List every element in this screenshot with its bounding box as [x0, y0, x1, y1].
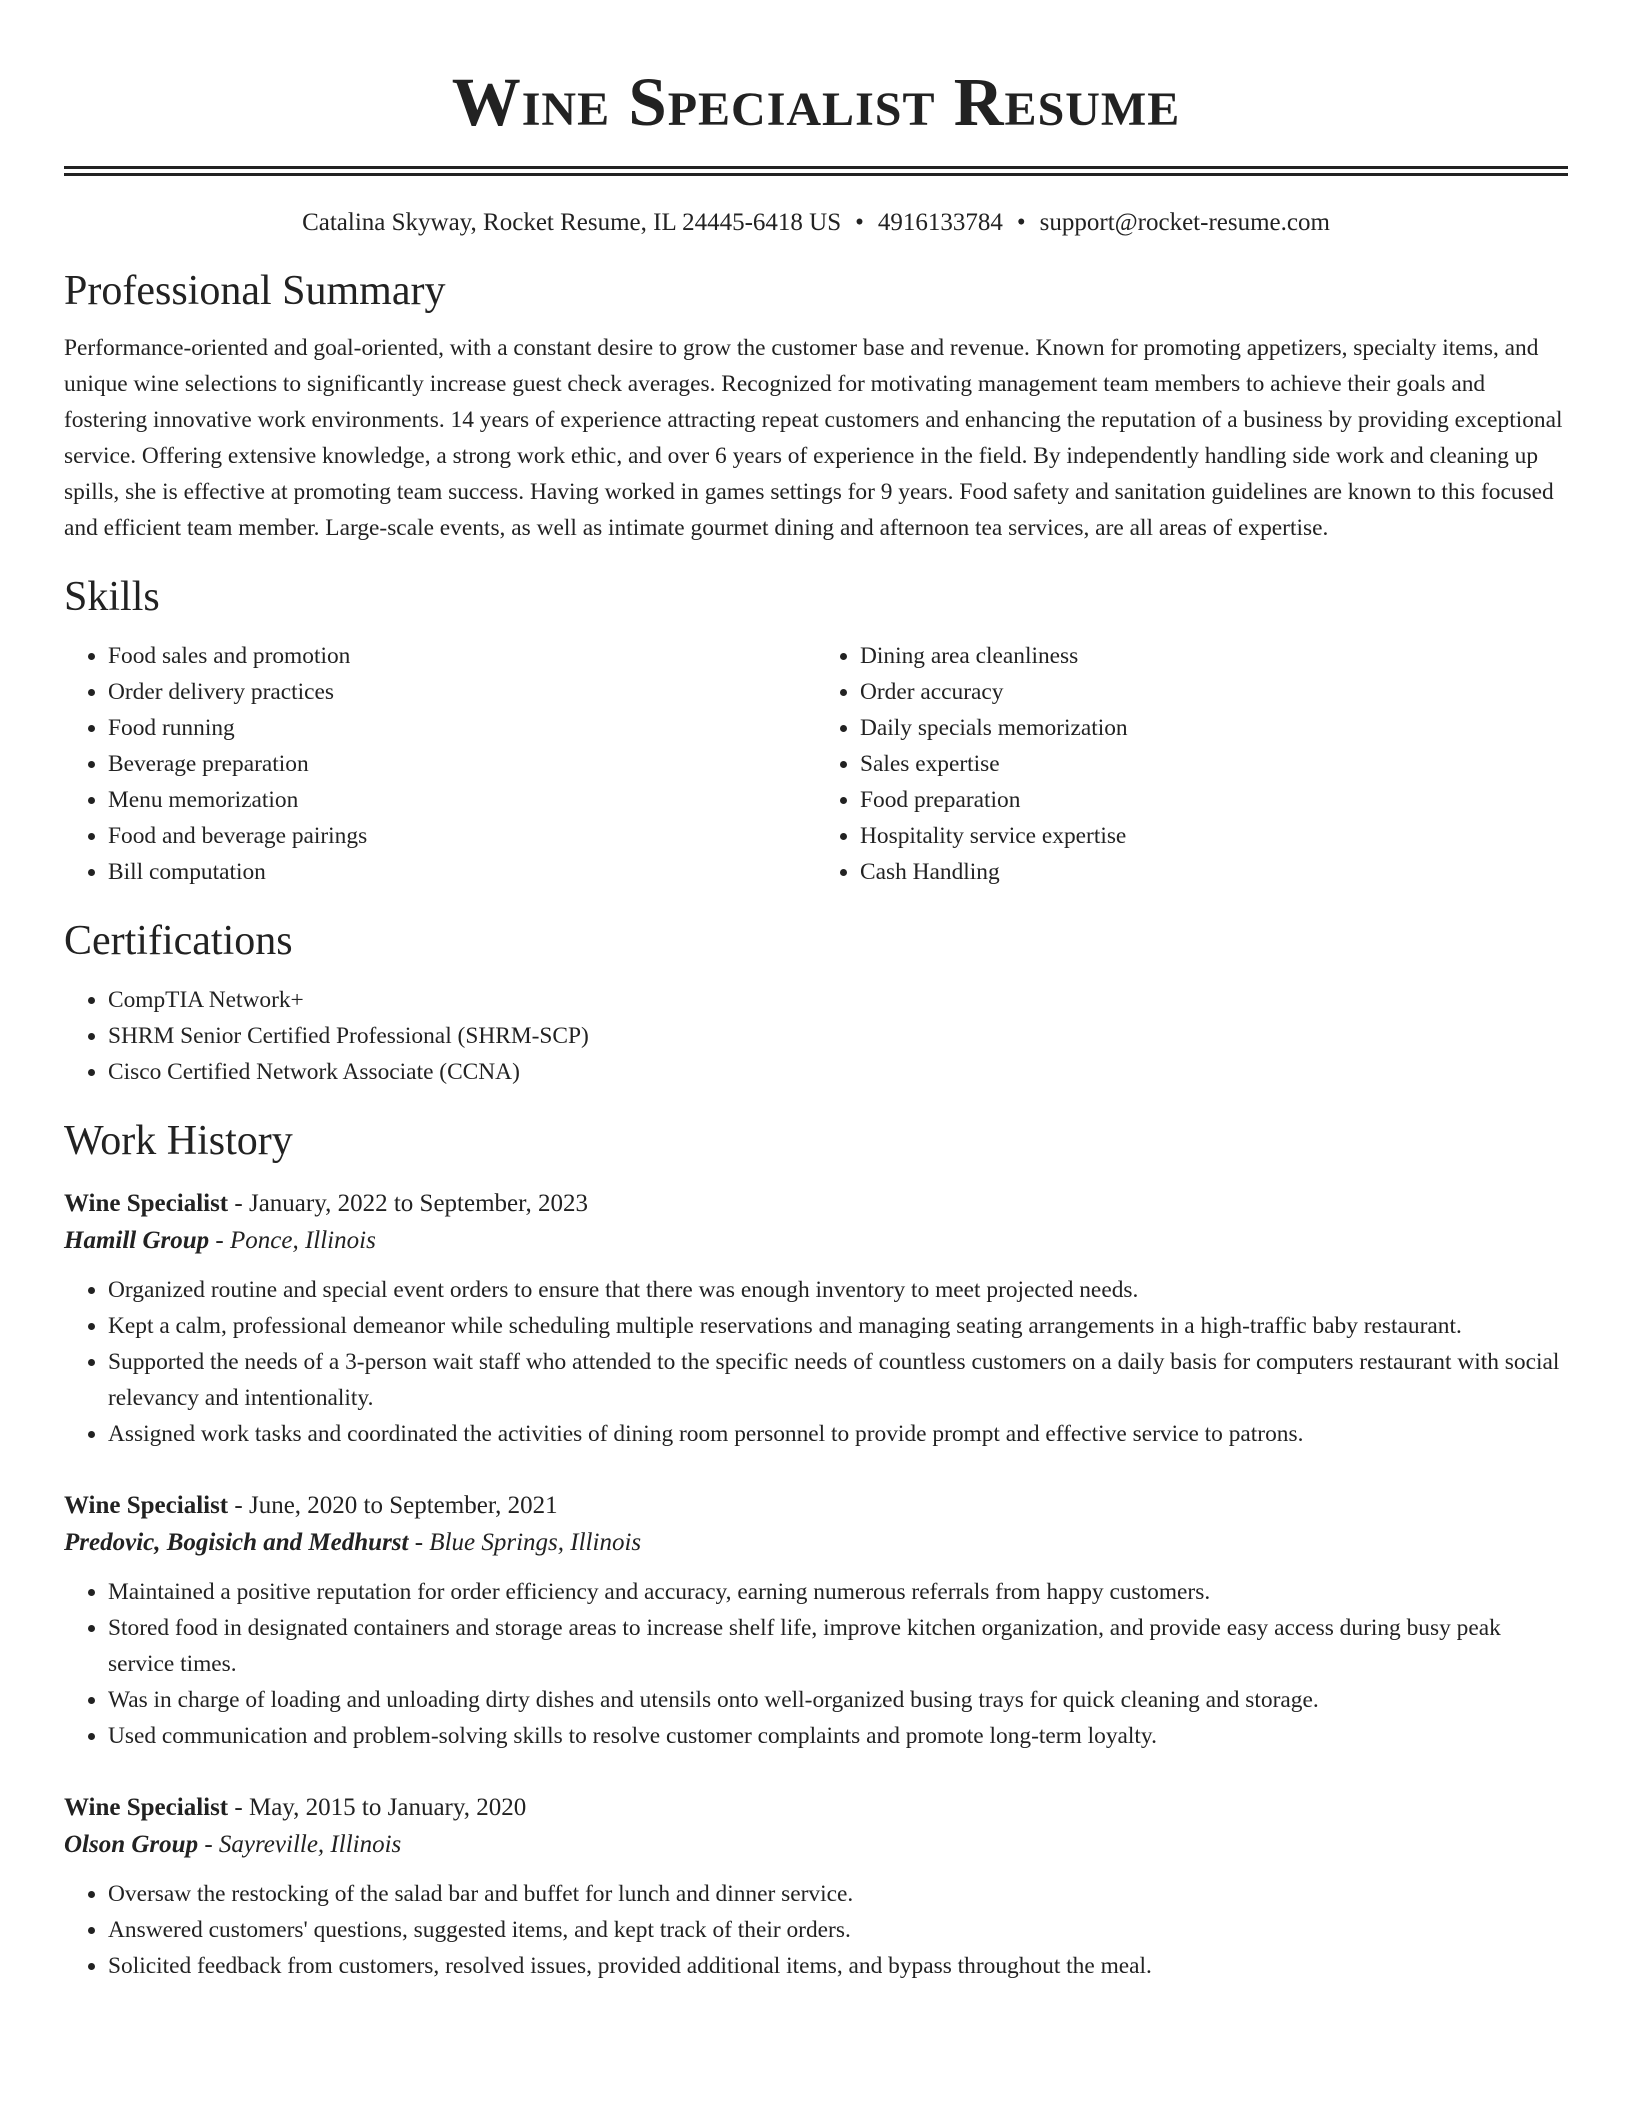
job-location: - Sayreville, Illinois	[198, 1831, 402, 1858]
contact-separator: •	[1016, 209, 1026, 236]
duty-item: • Solicited feedback from customers, resolved issues, provided additional items, and bypass throughout the meal.	[108, 1948, 1568, 1984]
job-location: - Ponce, Illinois	[209, 1227, 376, 1254]
duty-item: • Stored food in designated containers and storage areas to increase shelf life, improve kitchen organization, and provide easy access during busy peak service times.	[108, 1610, 1568, 1682]
job-title-line	[64, 1790, 1568, 1826]
job-title-line	[64, 1488, 1568, 1524]
certifications-list	[64, 982, 1568, 1090]
job-title: Wine Specialist	[64, 1190, 229, 1217]
skill-item: • Sales expertise	[860, 746, 1568, 782]
job-title: Wine Specialist	[64, 1794, 229, 1821]
skills-column-right	[816, 638, 1568, 890]
skill-item: • Menu memorization	[108, 782, 816, 818]
skills-list	[64, 638, 1568, 890]
skill-item: • Bill computation	[108, 854, 816, 890]
certifications-heading: Certifications	[64, 918, 293, 964]
job-entry	[64, 1488, 1568, 1754]
skill-item: • Daily specials memorization	[860, 710, 1568, 746]
skill-item: • Beverage preparation	[108, 746, 816, 782]
skill-item: • Food preparation	[860, 782, 1568, 818]
title-divider-bottom	[64, 173, 1568, 176]
contact-email: support@rocket-resume.com	[1039, 209, 1330, 236]
certification-item: • SHRM Senior Certified Professional (SHRM-SCP)	[108, 1018, 1568, 1054]
summary-text: Performance-oriented and goal-oriented, with a constant desire to grow the customer base and revenue. Known for promoting appetizers, specialty items, and unique wine selections to significantly increase guest check averages. Recognized for motivating management team members to achieve their goals and fostering innovative work environments. 14 years of experience attracting repeat customers and enhancing the reputation of a business by providing exceptional service. Offering extensive knowledge, a strong work ethic, and over 6 years of experience in the field. By independently handling side work and cleaning up spills, she is effective at promoting team success. Having worked in games settings for 9 years. Food safety and sanitation guidelines are known to this focused and efficient team member. Large-scale events, as well as intimate gourmet dining and afternoon tea services, are all areas of expertise.	[64, 335, 1563, 541]
job-duties	[64, 1876, 1568, 1984]
resume-page	[64, 0, 1568, 1984]
job-duties	[64, 1574, 1568, 1754]
duty-item: • Used communication and problem-solving skills to resolve customer complaints and promote long-term loyalty.	[108, 1718, 1568, 1754]
certification-item: • Cisco Certified Network Associate (CCNA)	[108, 1054, 1568, 1090]
job-company: Hamill Group	[64, 1227, 210, 1254]
job-dates: - June, 2020 to September, 2021	[228, 1492, 558, 1519]
job-title: Wine Specialist	[64, 1492, 229, 1519]
duty-item: • Assigned work tasks and coordinated the activities of dining room personnel to provide prompt and effective service to patrons.	[108, 1416, 1568, 1452]
job-company: Olson Group	[64, 1831, 199, 1858]
job-company-line	[64, 1524, 1568, 1562]
duty-item: • Organized routine and special event orders to ensure that there was enough inventory to meet projected needs.	[108, 1272, 1568, 1308]
summary-heading: Professional Summary	[64, 268, 446, 314]
job-entry	[64, 1790, 1568, 1984]
skill-item: • Food sales and promotion	[108, 638, 816, 674]
skills-heading: Skills	[64, 574, 160, 620]
job-dates: - January, 2022 to September, 2023	[228, 1190, 588, 1217]
contact-line	[64, 206, 1568, 240]
duty-item: • Answered customers' questions, suggested items, and kept track of their orders.	[108, 1912, 1568, 1948]
skill-item: • Order accuracy	[860, 674, 1568, 710]
contact-phone: 4916133784	[877, 209, 1003, 236]
job-title-line	[64, 1186, 1568, 1222]
resume-title: Wine Specialist Resume	[451, 64, 1181, 140]
contact-separator: •	[855, 209, 864, 236]
job-dates: - May, 2015 to January, 2020	[228, 1794, 527, 1821]
skill-item: • Food running	[108, 710, 816, 746]
job-duties	[64, 1272, 1568, 1452]
skill-item: • Cash Handling	[860, 854, 1568, 890]
duty-item: • Maintained a positive reputation for order efficiency and accuracy, earning numerous referrals from happy customers.	[108, 1574, 1568, 1610]
skill-item: • Hospitality service expertise	[860, 818, 1568, 854]
work-history-heading: Work History	[64, 1118, 293, 1164]
job-company-line	[64, 1222, 1568, 1260]
duty-item: • Was in charge of loading and unloading dirty dishes and utensils onto well-organized busing trays for quick cleaning and storage.	[108, 1682, 1568, 1718]
duty-item: • Supported the needs of a 3-person wait staff who attended to the specific needs of countless customers on a daily basis for computers restaurant with social relevancy and intentionality.	[108, 1344, 1568, 1416]
contact-address: Catalina Skyway, Rocket Resume, IL 24445-6418 US	[302, 209, 842, 236]
duty-item: • Kept a calm, professional demeanor while scheduling multiple reservations and managing seating arrangements in a high-traffic baby restaurant.	[108, 1308, 1568, 1344]
job-entry	[64, 1186, 1568, 1452]
job-company: Predovic, Bogisich and Medhurst	[64, 1529, 409, 1556]
job-location: - Blue Springs, Illinois	[408, 1529, 642, 1556]
job-company-line	[64, 1826, 1568, 1864]
skill-item: • Order delivery practices	[108, 674, 816, 710]
duty-item: • Oversaw the restocking of the salad bar and buffet for lunch and dinner service.	[108, 1876, 1568, 1912]
skills-column-left	[64, 638, 816, 890]
skill-item: • Dining area cleanliness	[860, 638, 1568, 674]
certification-item: • CompTIA Network+	[108, 982, 1568, 1018]
skill-item: • Food and beverage pairings	[108, 818, 816, 854]
